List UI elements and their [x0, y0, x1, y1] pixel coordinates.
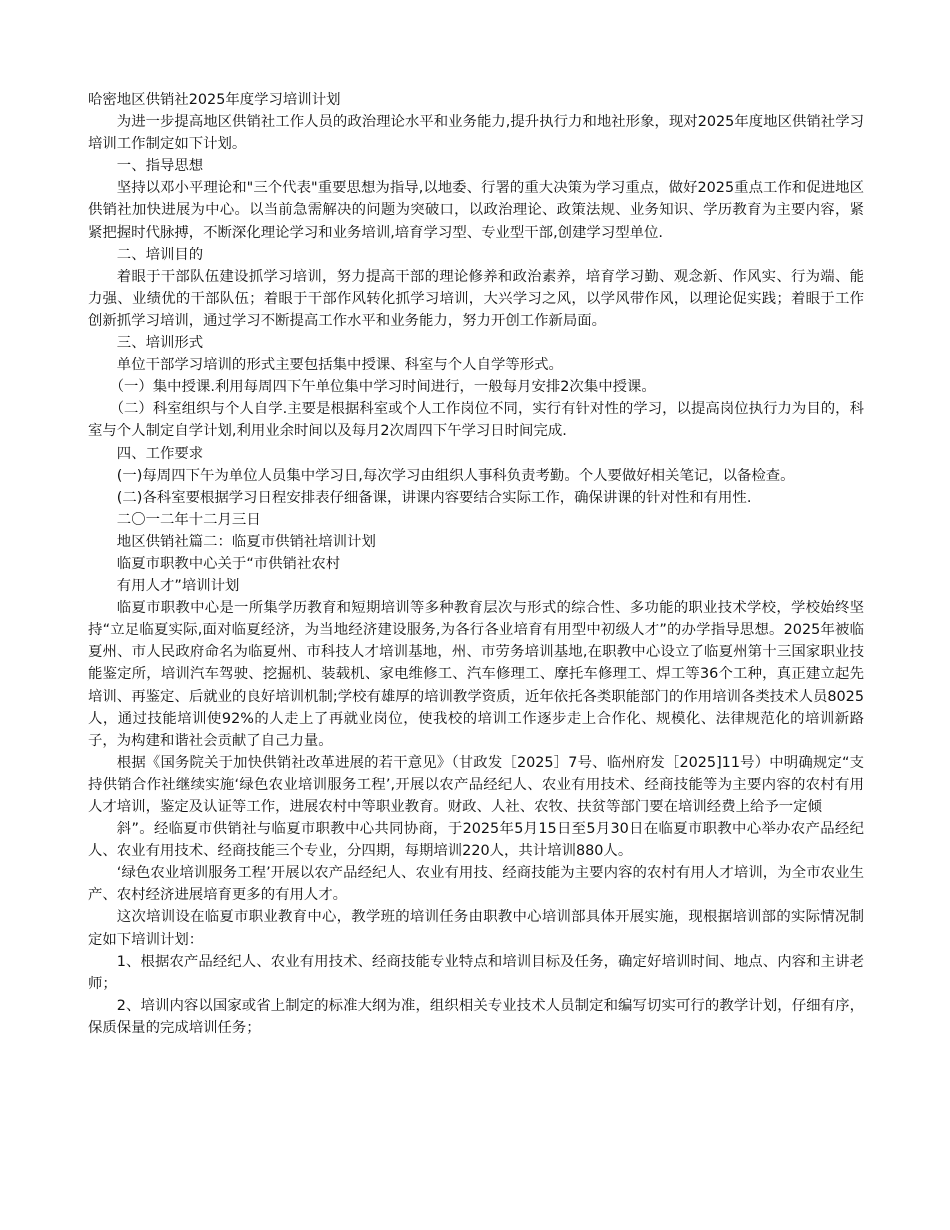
training-form-paragraph: 单位干部学习培训的形式主要包括集中授课、科室与个人自学等形式。 — [116, 357, 563, 374]
document-body — [88, 89, 864, 1039]
training-location-paragraph: 这次培训设在临夏市职业教育中心，教学班的培训任务由职教中心培训部具体开展实施，现根据培训部的实际情况制定如下培训计划： — [88, 909, 864, 948]
document-date: 二〇一二年十二月三日 — [116, 511, 261, 528]
training-form-item-1: （一）集中授课.利用每周四下午单位集中学习时间进行，一般每月安排2次集中授课。 — [109, 379, 656, 396]
work-requirement-item-2: (二)各科室要根据学习日程安排表仔细备课，讲课内容要结合实际工作，确保讲课的针对性和有用性. — [116, 489, 752, 506]
work-requirement-item-1: (一)每周四下午为单位人员集中学习日,每次学习由组织人事科负责考勤。个人要做好相关笔记，以备检查。 — [116, 467, 795, 484]
school-intro-paragraph: 临夏市职教中心是一所集学历教育和短期培训等多种教育层次与形式的综合性、多功能的职业技术学校，学校始终坚持“立足临夏实际,面对临夏经济，为当地经济建设服务,为各行各业培育有用型中初级人才”的办学指导思想。2025年被临夏州、市人民政府命名为临夏州、市科技人才培训基地，州、市劳务培训基地,在职教中心设立了临夏州第十三国家职业技能鉴定所，培训汽车驾驶、挖掘机、装载机、家电维修工、汽车修理工、摩托车修理工、焊工等36个工种，真正建立起先培训、再鉴定、后就业的良好培训机制;学校有雄厚的培训教学资质，近年依托各类职能部门的作用培训各类技术人员8025人，通过技能培训使92%的人走上了再就业岗位，使我校的培训工作逐步走上合作化、规模化、法律规范化的培训新路子，为构建和谐社会贡献了自己力量。 — [88, 600, 864, 749]
plan-title-line-2: 有用人才”培训计划 — [116, 578, 240, 595]
section-heading-guiding-ideology: 一、指导思想 — [116, 158, 204, 175]
plan-item-2: 2、培训内容以国家或省上制定的标准大纲为准，组织相关专业技术人员制定和编写切实可行的教学计划，仔细有序，保质保量的完成培训任务； — [88, 997, 864, 1036]
plan-item-1: 1、根据农产品经纪人、农业有用技术、经商技能专业特点和培训目标及任务，确定好培训时间、地点、内容和主讲老师； — [88, 953, 864, 992]
section-heading-training-purpose: 二、培训目的 — [116, 246, 204, 263]
intro-paragraph: 为进一步提高地区供销社工作人员的政治理论水平和业务能力,提升执行力和地社形象，现对2025年度地区供销社学习培训工作制定如下计划。 — [88, 114, 864, 153]
policy-basis-paragraph: 根据《国务院关于加快供销社改革进展的若干意见》（甘政发［2025］7号、临州府发［2025]11号）中明确规定“支持供销合作社继续实施‘绿色农业培训服务工程’,开展以农产品经纪人、农业有用技术、经商技能等为主要内容的农村有用人才培训，鉴定及认证等工作，进展农村中等职业教育。财政、人社、农牧、扶贫等部门要在培训经费上给予一定倾 — [88, 754, 864, 815]
plan-title-line-1: 临夏市职教中心关于“市供销社农村 — [116, 555, 341, 572]
training-arrangement-paragraph: 斜”。经临夏市供销社与临夏市职教中心共同协商，于2025年5月15日至5月30日在临夏市职教中心举办农产品经纪人、农业有用技术、经商技能三个专业，分四期，每期培训220人，共计培训880人。 — [88, 821, 864, 860]
part-two-heading: 地区供销社篇二：临夏市供销社培训计划 — [116, 533, 376, 550]
section-heading-work-requirements: 四、工作要求 — [116, 445, 204, 462]
section-heading-training-form: 三、培训形式 — [116, 335, 204, 352]
training-form-item-2: （二）科室组织与个人自学.主要是根据科室或个人工作岗位不同，实行有针对性的学习，以提高岗位执行力为目的，科室与个人制定自学计划,利用业余时间以及每月2次周四下午学习日时间完成. — [88, 401, 864, 440]
guiding-ideology-paragraph: 坚持以邓小平理论和"三个代表"重要思想为指导,以地委、行署的重大决策为学习重点，做好2025重点工作和促进地区供销社加快进展为中心。以当前急需解决的问题为突破口，以政治理论、政策法规、业务知识、学历教育为主要内容，紧紧把握时代脉搏，不断深化理论学习和业务培训,培育学习型、专业型干部,创建学习型单位. — [88, 180, 864, 241]
green-agriculture-paragraph: ‘绿色农业培训服务工程’开展以农产品经纪人、农业有用技、经商技能为主要内容的农村有用人才培训，为全市农业生产、农村经济进展培育更多的有用人才。 — [88, 865, 864, 904]
training-purpose-paragraph: 着眼于干部队伍建设抓学习培训，努力提高干部的理论修养和政治素养，培育学习勤、观念新、作风实、行为端、能力强、业绩优的干部队伍；着眼于干部作风转化抓学习培训，大兴学习之风，以学风带作风，以理论促实践；着眼于工作创新抓学习培训，通过学习不断提高工作水平和业务能力，努力开创工作新局面。 — [88, 268, 864, 329]
document-title: 哈密地区供销社2025年度学习培训计划 — [88, 92, 341, 108]
